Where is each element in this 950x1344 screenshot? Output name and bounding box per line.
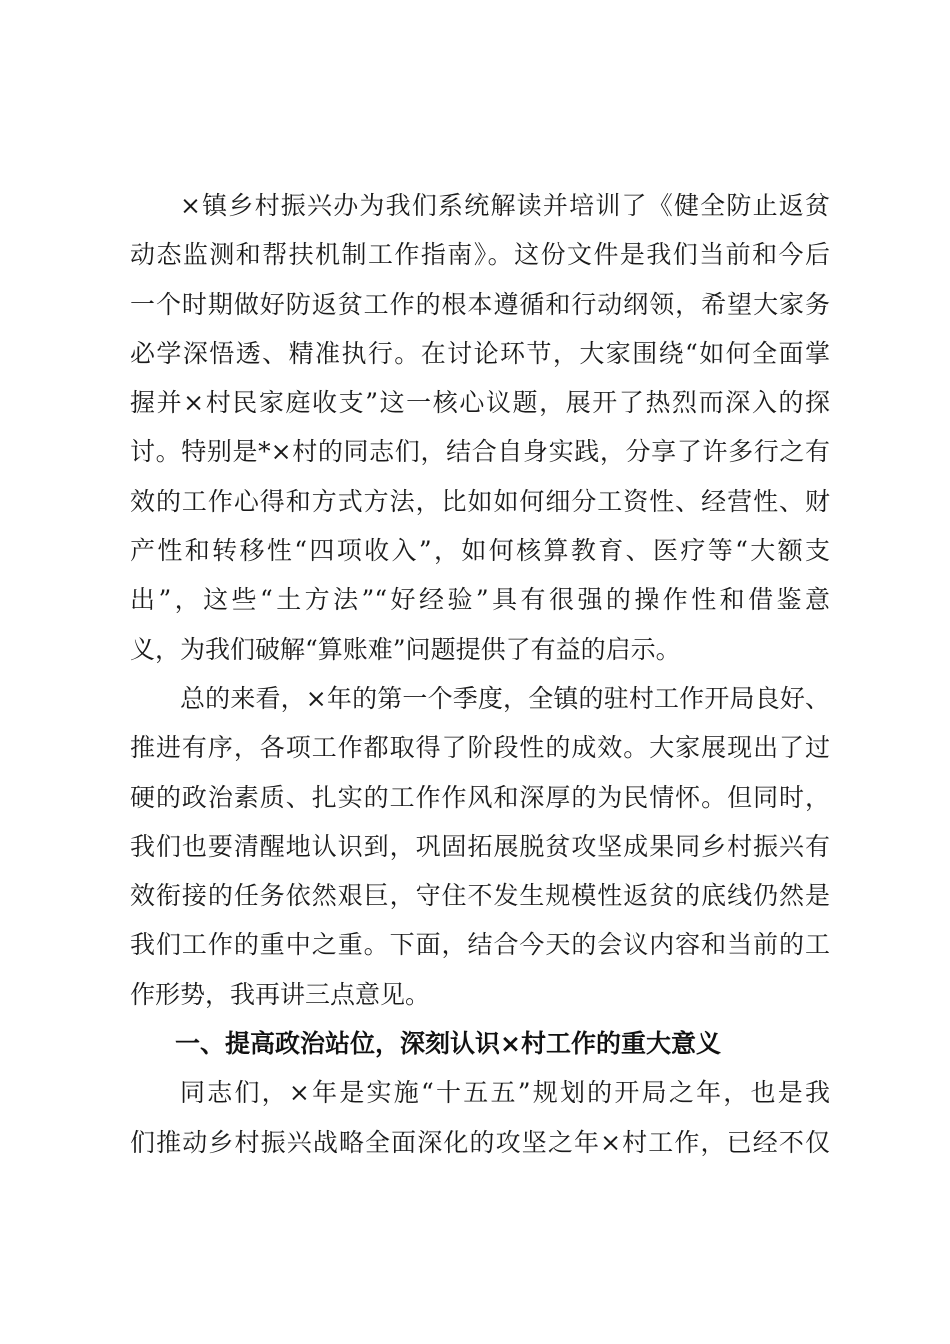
text-line: 讨。特别是*×村的同志们，结合自身实践，分享了许多行之有: [130, 437, 830, 467]
text-line: 一个时期做好防返贫工作的根本遵循和行动纲领，希望大家务: [130, 289, 830, 319]
text-line: 握并×村民家庭收支”这一核心议题，展开了热烈而深入的探: [130, 388, 830, 418]
document-body: [130, 181, 830, 1167]
text-line: ×镇乡村振兴办为我们系统解读并培训了《健全防止返贫: [180, 191, 830, 220]
section-heading: 一、提高政治站位，深刻认识×村工作的重大意义: [175, 1029, 721, 1059]
text-line: 硬的政治素质、扎实的工作作风和深厚的为民情怀。但同时，: [130, 782, 830, 812]
text-line: 效的工作心得和方式方法，比如如何细分工资性、经营性、财: [130, 486, 830, 516]
text-line: 必学深悟透、精准执行。在讨论环节，大家围绕“如何全面掌: [130, 338, 830, 368]
text-line: 总的来看，×年的第一个季度，全镇的驻村工作开局良好、: [180, 683, 830, 713]
paragraph-overall-review: [130, 674, 830, 1019]
text-line: 们推动乡村振兴战略全面深化的攻坚之年×村工作，已经不仅: [130, 1127, 830, 1157]
text-line: 出”，这些“土方法”“好经验”具有很强的操作性和借鉴意: [130, 585, 830, 615]
text-line: 义，为我们破解“算账难”问题提供了有益的启示。: [130, 634, 681, 664]
text-line: 效衔接的任务依然艰巨，守住不发生规模性返贫的底线仍然是: [130, 881, 830, 911]
text-line: 同志们，×年是实施“十五五”规划的开局之年，也是我: [180, 1078, 830, 1108]
paragraph-training-summary: [130, 181, 830, 674]
paragraph-section-one: [130, 1068, 830, 1167]
text-line: 我们工作的重中之重。下面，结合今天的会议内容和当前的工: [130, 930, 830, 960]
text-line: 产性和转移性“四项收入”，如何核算教育、医疗等“大额支: [130, 536, 830, 566]
text-line: 动态监测和帮扶机制工作指南》。这份文件是我们当前和今后: [130, 240, 830, 270]
text-line: 推进有序，各项工作都取得了阶段性的成效。大家展现出了过: [130, 733, 830, 763]
text-line: 作形势，我再讲三点意见。: [130, 979, 431, 1009]
text-line: 我们也要清醒地认识到，巩固拓展脱贫攻坚成果同乡村振兴有: [130, 831, 830, 861]
